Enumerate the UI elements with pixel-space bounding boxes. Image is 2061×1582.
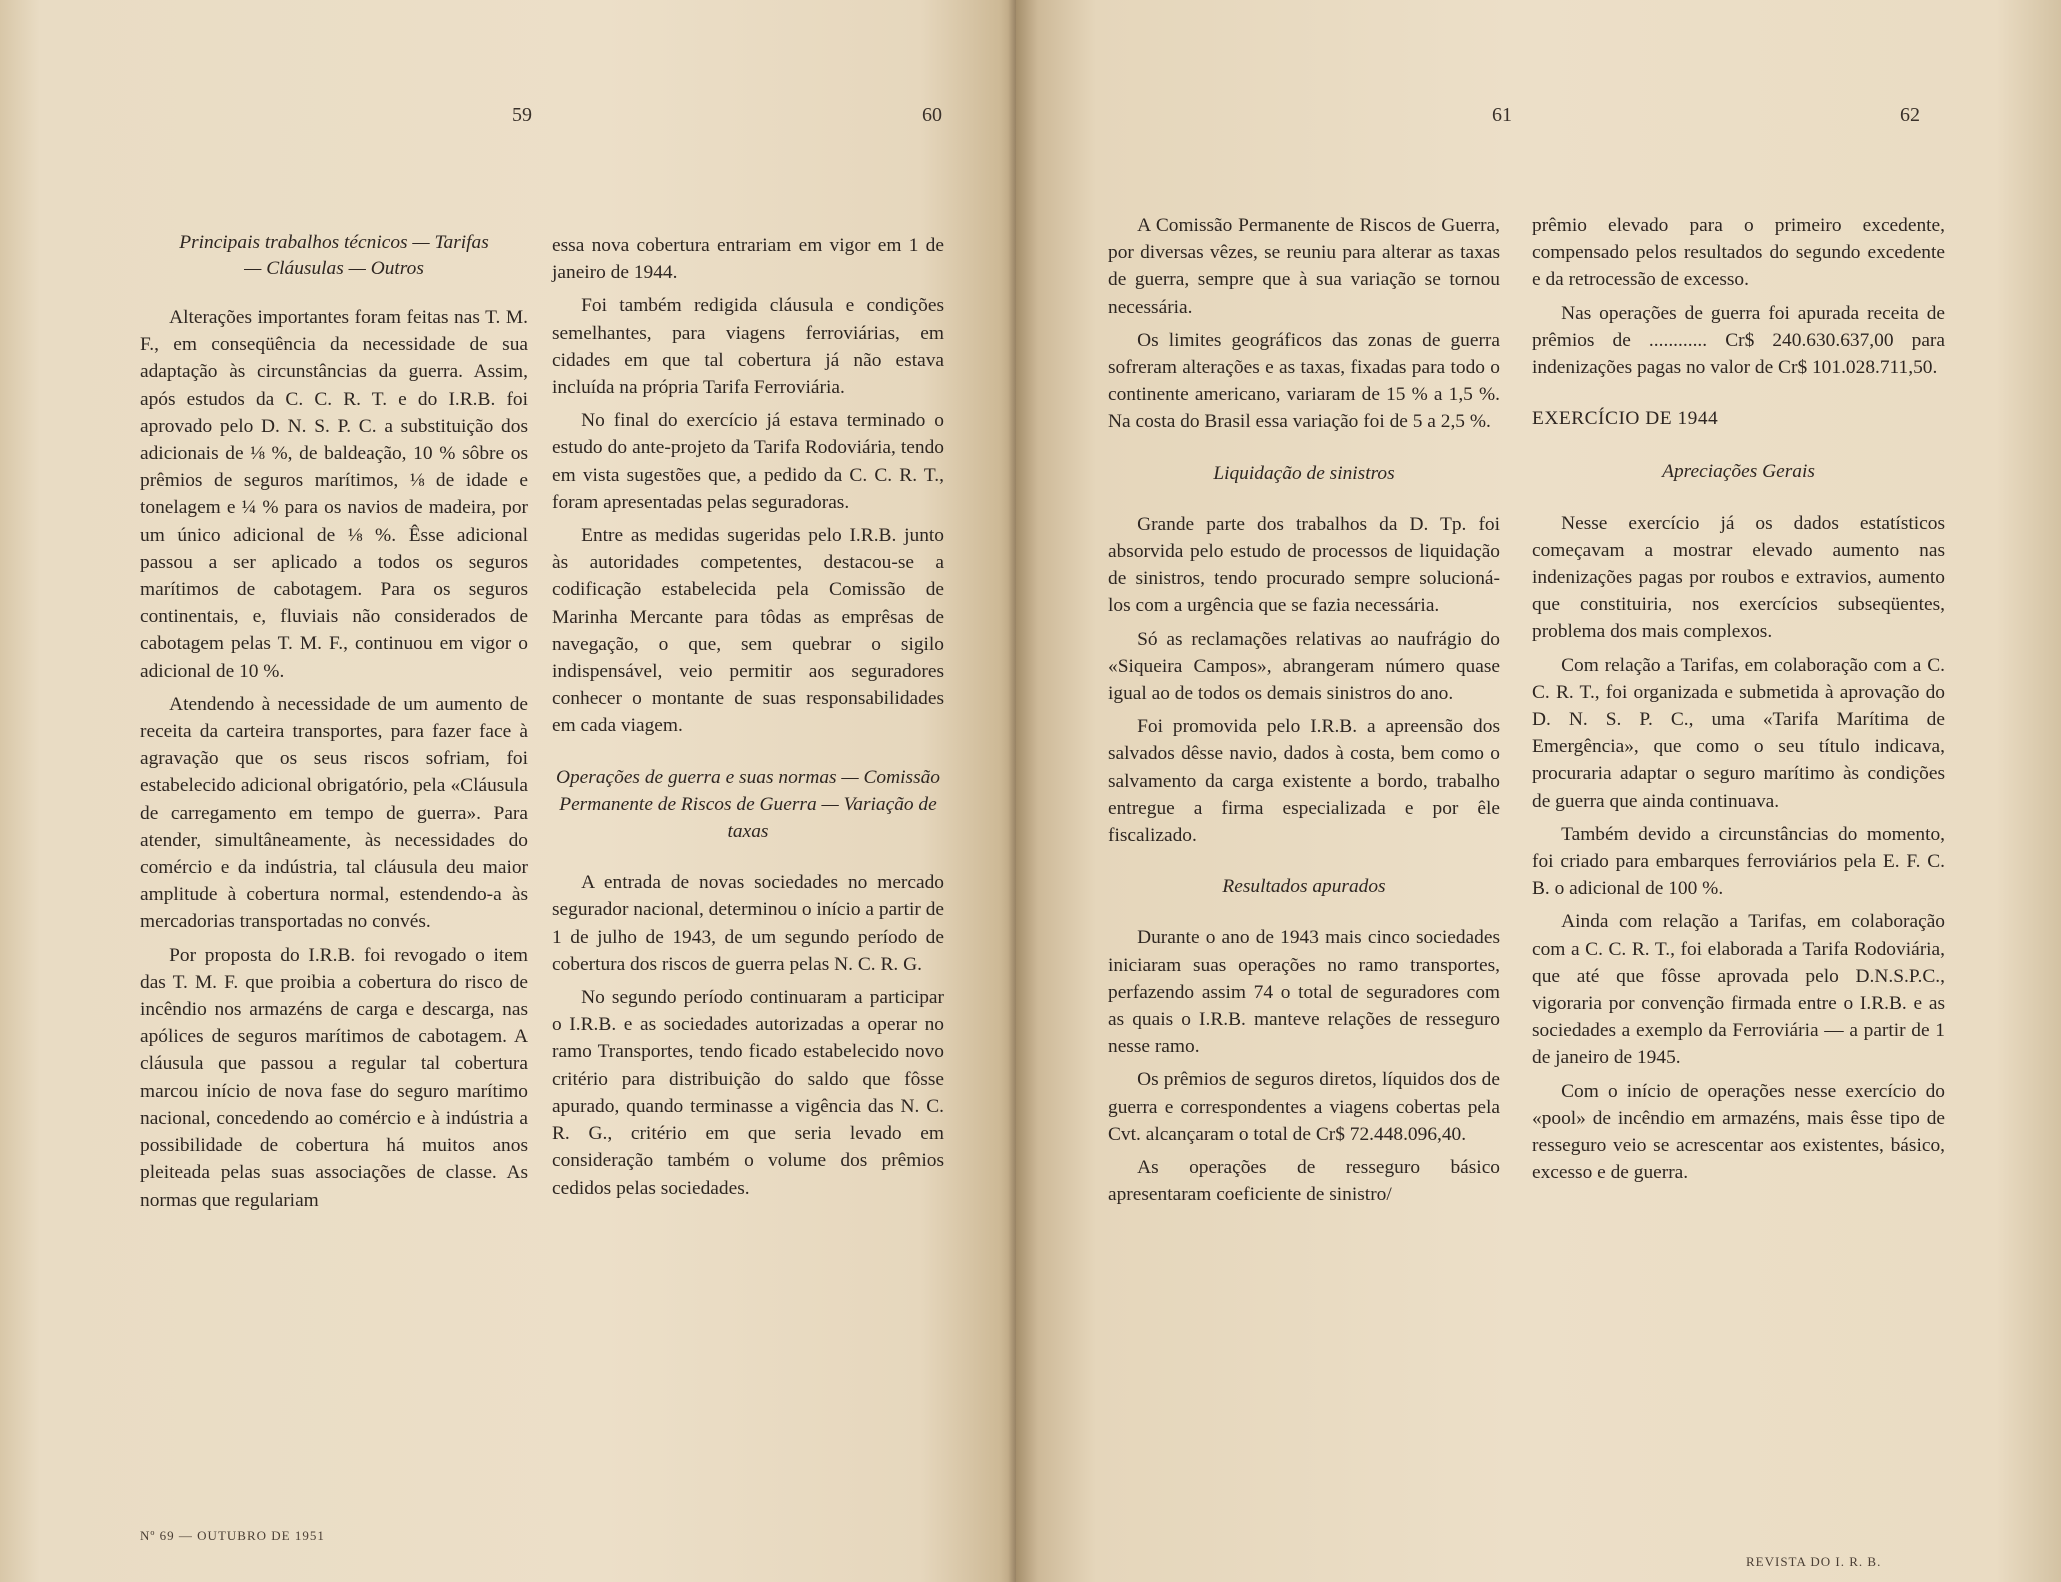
paragraph: No final do exercício já estava terminado o estudo do ante-projeto da Tarifa Rodoviária, tendo em vista sugestões que, a pedido da C. C. R. T., foram apresentadas pelas seguradoras. <box>552 410 944 513</box>
paragraph: Os limites geográficos das zonas de guerra sofreram alterações e as taxas, fixadas para todo o continente americano, variaram de 15 % a 1,5 %. Na costa do Brasil essa variação foi de 5 a 2,5 %. <box>1108 329 1500 433</box>
paragraph: Nas operações de guerra foi apurada receita de prêmios de ............ Cr$ 240.630.637,00 para indenizações pagas no valor de Cr$ 101.028.711,50. <box>1532 302 1945 379</box>
section-heading-exercicio-1944: EXERCÍCIO DE 1944 <box>1532 408 1719 430</box>
paragraph: Foi também redigida cláusula e condições semelhantes, para viagens ferroviárias, em cidades em que tal cobertura já não estava incluída na própria Tarifa Ferroviária. <box>552 295 944 399</box>
paragraph: Foi promovida pelo I.R.B. a apreensão dos salvados dêsse navio, dados à costa, bem como o salvamento da carga existente a bordo, trabalho entregue a firma especializada e por êle fiscalizado. <box>1108 716 1500 847</box>
paragraph: Os prêmios de seguros diretos, líquidos dos de guerra e correspondentes a viagens cobertas pela Cvt. alcançaram o total de Cr$ 72.448.096,40. <box>1108 1069 1500 1145</box>
section-heading-line-2: — Cláusulas — Outros <box>244 258 424 279</box>
section-heading-line-1: Principais trabalhos técnicos — Tarifas <box>179 232 489 253</box>
paragraph: Alterações importantes foram feitas nas T. M. F., em conseqüência da necessidade de sua adaptação às circunstâncias da guerra. Assim, após estudos da C. C. R. T. e do I.R.B. foi aprovado pelo D. N. S. P. C. a substituição dos adicionais de ⅛ %, de baldeação, 10 % sôbre os prêmios de seguros marítimos, ⅛ de idade e tonelagem e ¼ % para os navios de madeira, por um único adicional de ⅛ %. Êsse adicional passou a ser aplicado a todos os seguros marítimos de cabotagem. Para os seguros continentais, e, fluviais não considerados de cabotagem pelas T. M. F., continuou em vigor o adicional de 10 %. <box>140 307 528 682</box>
paragraph: A Comissão Permanente de Riscos de Guerra, por diversas vêzes, se reuniu para alterar as taxas de guerra, sempre que à sua variação se tornou necessária. <box>1108 215 1500 318</box>
paragraph: Entre as medidas sugeridas pelo I.R.B. junto às autoridades competentes, destacou-se a codificação estabelecida pela Comissão de Marinha Mercante para tôdas as emprêsas de navegação, o que, sem quebrar o sigilo indispensável, veio permitir aos seguradores conhecer o montante de suas responsabilidades em cada viagem. <box>552 525 944 737</box>
page-number-61: 61 <box>1492 104 1512 126</box>
column-page-61 <box>1108 212 1500 1215</box>
paragraph: Com relação a Tarifas, em colaboração com a C. C. R. T., foi organizada e submetida à aprovação do D. N. S. P. C., uma «Tarifa Marítima de Emergência», que como o seu título indicava, procuraria adaptar o seguro marítimo às condições de guerra que ainda continuava. <box>1532 654 1945 812</box>
paragraph: No segundo período continuaram a participar o I.R.B. e as sociedades autorizadas a operar no ramo Transportes, tendo ficado estabelecido novo critério para distribuição do saldo que fôsse apurado, quando terminasse a vigência das N. C. R. G., critério em que seria levado em consideração também o volume dos prêmios cedidos pelas sociedades. <box>552 987 944 1199</box>
right-page <box>1016 0 2061 1582</box>
paragraph: Grande parte dos trabalhos da D. Tp. foi absorvida pelo estudo de processos de liquidação de sinistros, tendo procurado sempre solucioná-los com a urgência que se fazia necessária. <box>1108 513 1500 617</box>
paragraph: prêmio elevado para o primeiro excedente, compensado pelos resultados do segundo excedente e da retrocessão de excesso. <box>1532 215 1945 291</box>
column-page-59 <box>140 230 528 1220</box>
paragraph: Também devido a circunstâncias do momento, foi criado para embarques ferroviários pela E. F. C. B. o adicional de 100 %. <box>1532 823 1945 900</box>
paragraph: Nesse exercício já os dados estatísticos começavam a mostrar elevado aumento nas indenizações pagas por roubos e extravios, aumento que constituiria, nos exercícios subseqüentes, problema dos mais complexos. <box>1532 512 1945 643</box>
section-heading-operacoes-guerra: Operações de guerra e suas normas — Comissão Permanente de Riscos de Guerra — Variação de taxas <box>555 766 941 843</box>
paragraph: Por proposta do I.R.B. foi revogado o item das T. M. F. que proibia a cobertura do risco de incêndio nos armazéns de carga e descarga, nas apólices de seguros marítimos de cabotagem. A cláusula que passou a regular tal cobertura marcou início de nova fase do seguro marítimo nacional, concedendo ao comércio e à indústria a possibilidade de cobertura há muitos anos pleiteada pelas suas associações de classe. As normas que regulariam <box>140 944 528 1211</box>
paragraph: Com o início de operações nesse exercício do «pool» de incêndio em armazéns, mais êsse tipo de resseguro veio se acrescentar aos existentes, básico, excesso e de guerra. <box>1532 1080 1945 1184</box>
section-heading-trabalhos-tecnicos <box>140 230 528 282</box>
paragraph: Só as reclamações relativas ao naufrágio do «Siqueira Campos», abrangeram número quase igual ao de todos os demais sinistros do ano. <box>1108 628 1500 705</box>
page-number-59: 59 <box>512 104 532 126</box>
page-number-62: 62 <box>1900 104 1920 126</box>
paragraph: A entrada de novas sociedades no mercado segurador nacional, determinou o início a partir de 1 de julho de 1943, de um segundo período de cobertura dos riscos de guerra pelas N. C. R. G. <box>552 872 944 975</box>
paragraph: Durante o ano de 1943 mais cinco sociedades iniciaram suas operações no ramo transportes, perfazendo assim 74 o total de seguradores com as quais o I.R.B. manteve relações de resseguro nesse ramo. <box>1108 927 1500 1058</box>
paragraph: essa nova cobertura entrariam em vigor em 1 de janeiro de 1944. <box>552 235 944 284</box>
paragraph: As operações de resseguro básico apresentaram coeficiente de sinistro/ <box>1108 1157 1500 1206</box>
column-page-60 <box>552 232 944 1208</box>
paragraph: Ainda com relação a Tarifas, em colaboração com a C. C. R. T., foi elaborada a Tarifa Rodoviária, que até que fôsse aprovada pelo D.N.S.P.C., vigoraria por convenção firmada entre o I.R.B. e as sociedades a exemplo da Ferroviária — a partir de 1 de janeiro de 1945. <box>1532 911 1945 1069</box>
section-heading-apreciacoes: Apreciações Gerais <box>1662 461 1815 483</box>
footer-issue: Nº 69 — OUTUBRO DE 1951 <box>140 1528 325 1543</box>
paragraph: Atendendo à necessidade de um aumento de receita da carteira transportes, para fazer face à agravação que os seus riscos sofriam, foi estabelecido adicional obrigatório, pela «Cláusula de carregamento em tempo de guerra». Para atender, simultâneamente, às necessidades do comércio e da indústria, tal cláusula deu maior amplitude à cobertura normal, estendendo-a às mercadorias transportadas no convés. <box>140 693 528 933</box>
section-heading-resultados: Resultados apurados <box>1222 876 1386 898</box>
section-heading-liquidacao: Liquidação de sinistros <box>1213 462 1395 484</box>
page-number-60: 60 <box>922 104 942 126</box>
left-page <box>0 0 1020 1582</box>
footer-journal: REVISTA DO I. R. B. <box>1746 1554 1882 1569</box>
column-page-62 <box>1532 212 1945 1193</box>
